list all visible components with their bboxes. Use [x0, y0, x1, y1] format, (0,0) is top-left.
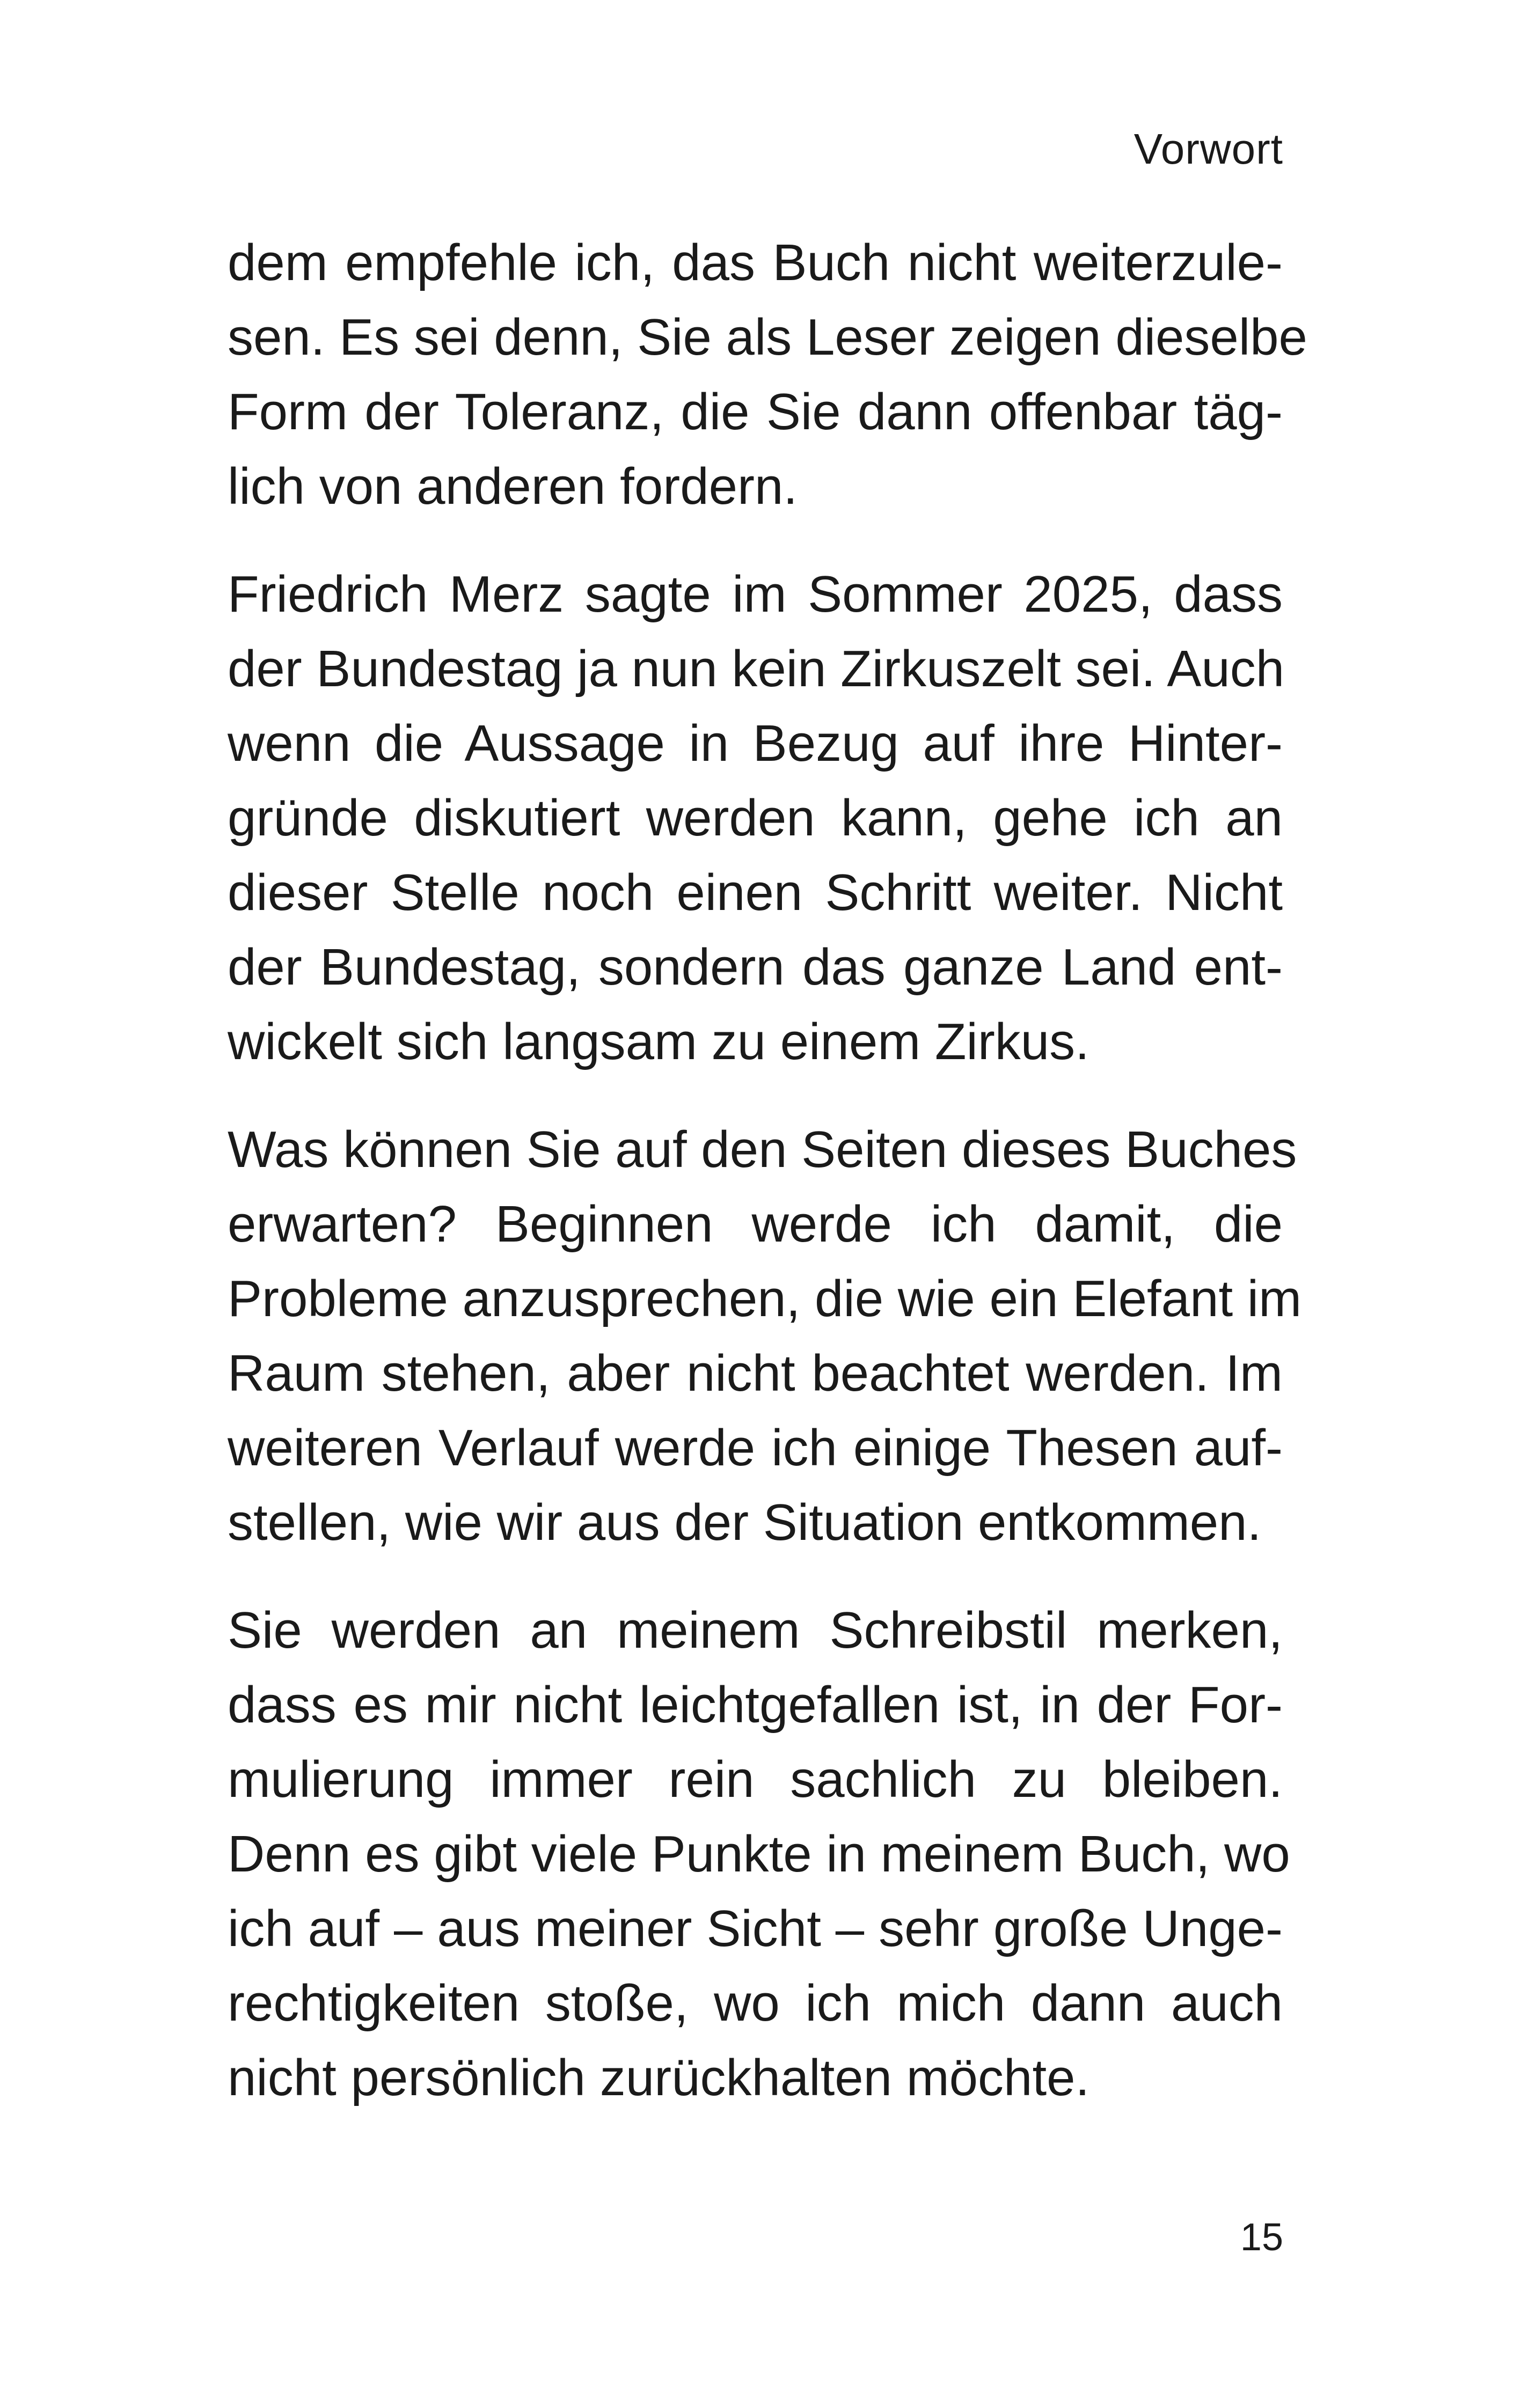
text-line: wenn die Aussage in Bezug auf ihre Hinter- [228, 715, 1283, 772]
text-line: mulierung immer rein sachlich zu bleiben. [228, 1751, 1283, 1808]
text-line: der Bundestag, sondern das ganze Land ent- [228, 938, 1283, 996]
paragraph [228, 557, 1283, 1079]
paragraph [228, 1112, 1302, 1560]
text-line: dieser Stelle noch einen Schritt weiter. Nicht [228, 864, 1283, 921]
text-line: nicht persönlich zurückhalten möchte. [228, 2049, 1090, 2106]
text-line: Form der Toleranz, die Sie dann offenbar täg- [228, 383, 1283, 441]
text-line: der Bundestag ja nun kein Zirkuszelt sei. Auch [228, 640, 1285, 698]
text-line: sen. Es sei denn, Sie als Leser zeigen dieselbe [228, 309, 1307, 366]
text-line: dem empfehle ich, das Buch nicht weiterzule- [228, 234, 1283, 291]
running-head-title: Vorwort [1134, 125, 1283, 173]
text-line: wickelt sich langsam zu einem Zirkus. [228, 1013, 1089, 1070]
text-line: stellen, wie wir aus der Situation entkommen. [228, 1494, 1262, 1551]
text-line: gründe diskutiert werden kann, gehe ich an [228, 789, 1283, 847]
text-line: Denn es gibt viele Punkte in meinem Buch, wo [228, 1825, 1290, 1883]
text-line: lich von anderen fordern. [228, 458, 798, 515]
text-line: Raum stehen, aber nicht beachtet werden. Im [228, 1345, 1283, 1402]
text-line: Friedrich Merz sagte im Sommer 2025, dass [228, 566, 1283, 623]
text-line: Was können Sie auf den Seiten dieses Buches [228, 1121, 1297, 1178]
page-number: 15 [1240, 2216, 1283, 2259]
paragraph [228, 1593, 1290, 2115]
text-line: ich auf – aus meiner Sicht – sehr große Unge- [228, 1900, 1283, 1957]
paragraph [228, 225, 1307, 524]
text-line: dass es mir nicht leichtgefallen ist, in der For- [228, 1676, 1283, 1734]
text-line: Probleme anzusprechen, die wie ein Elefant im [228, 1270, 1302, 1327]
body-text [228, 225, 1307, 2148]
text-line: Sie werden an meinem Schreibstil merken, [228, 1602, 1283, 1659]
text-line: rechtigkeiten stoße, wo ich mich dann auch [228, 1974, 1283, 2032]
text-line: weiteren Verlauf werde ich einige Thesen auf- [228, 1419, 1283, 1477]
text-line: erwarten? Beginnen werde ich damit, die [228, 1195, 1283, 1253]
